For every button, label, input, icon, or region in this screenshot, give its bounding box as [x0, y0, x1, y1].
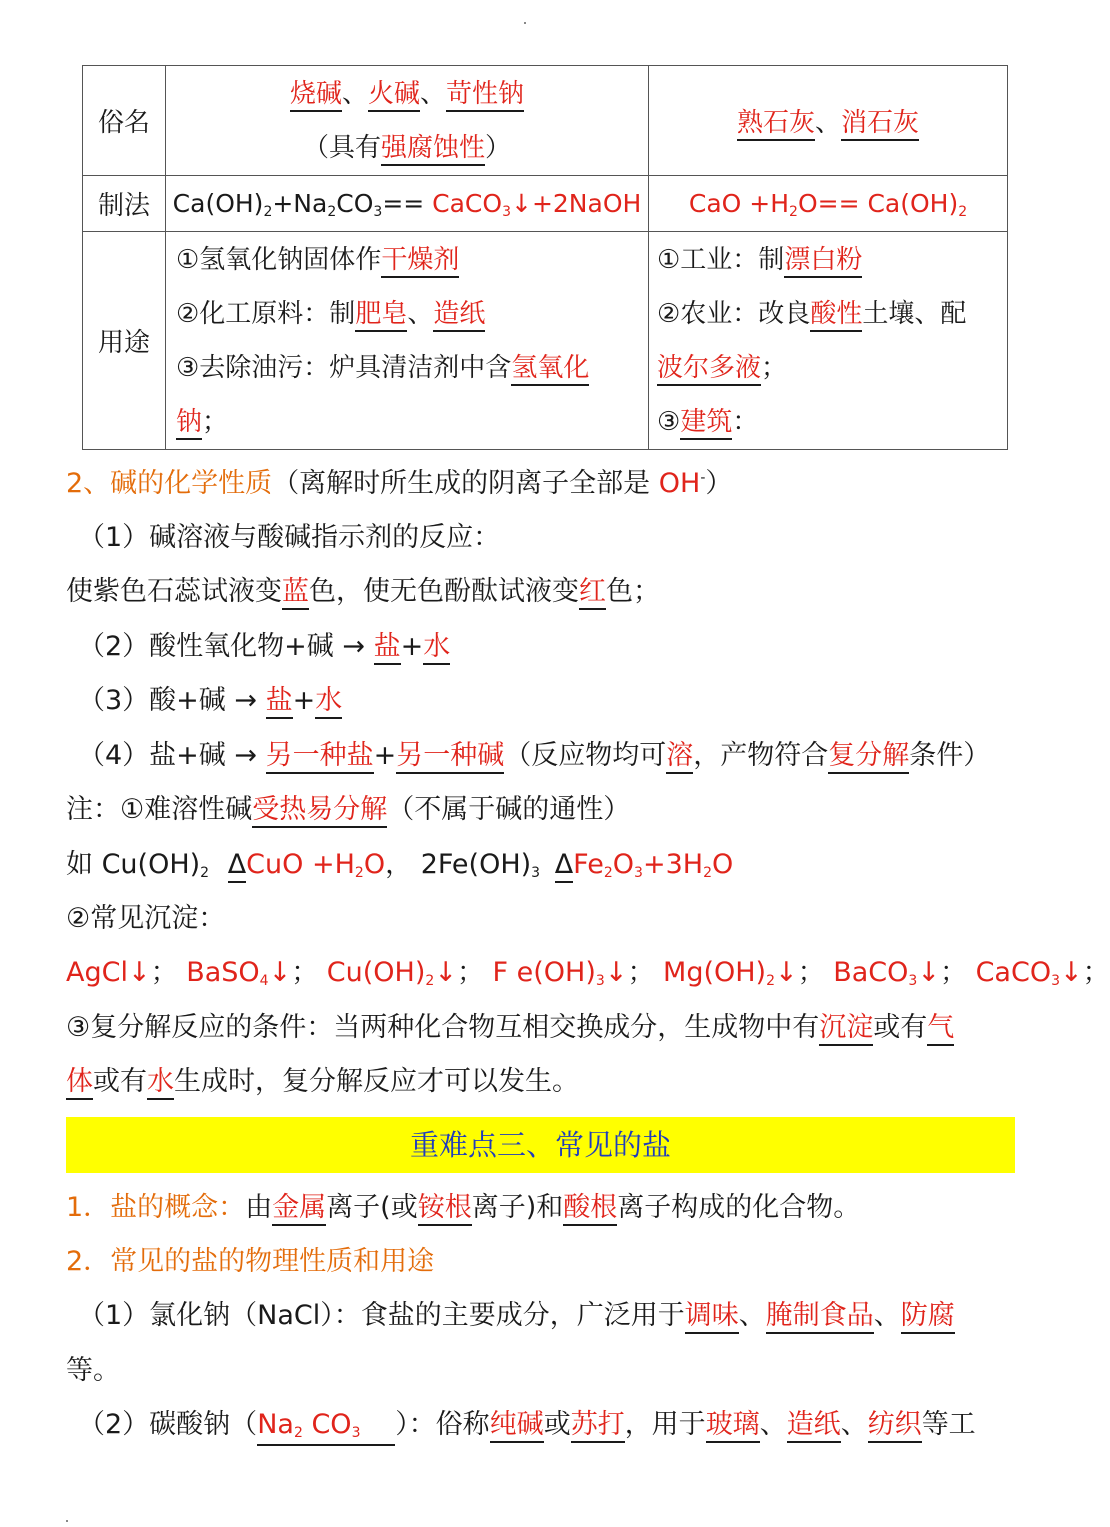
nacl-line-cont: 等。 [66, 1355, 120, 1386]
row-label-uses: 用途 [83, 232, 166, 450]
precipitates-list: AgCl↓； BaSO$_4$↓； $Cu(OH)_2↓$； F $e(OH)_3↓$； $Mg(OH)_2↓$； BaCO$_3$↓； CaCO$_3$↓； [66, 957, 1110, 989]
row-label-preparation: 制法 [83, 176, 166, 232]
bottom-dot [66, 1520, 68, 1522]
name-shaojian: 烧碱 [290, 79, 342, 112]
note-2: ②常见沉淀： [66, 903, 226, 934]
salt-concept: 1．盐的概念：由金属离子(或铵根离子)和酸根离子构成的化合物。 [66, 1190, 860, 1226]
caoh2-uses: ①工业：制漂白粉 ②农业：改良酸性土壤、配 波尔多液； ③建筑： [649, 232, 1008, 450]
salt-properties-heading: 2．常见的盐的物理性质和用途 [66, 1246, 435, 1277]
top-dot [524, 22, 526, 24]
note-3: ③复分解反应的条件：当两种化合物互相交换成分，生成物中有沉淀或有气 [66, 1010, 954, 1046]
naoh-equation: $Ca(OH)_2+Na_2CO_3==$ CaCO$_3$↓+2NaOH [166, 176, 649, 232]
row-preparation [83, 176, 1008, 232]
na2co3-line: （2）碳酸钠（$Na_2$ $CO_3$ ）：俗称纯碱或苏打，用于玻璃、造纸、纺织等工 [78, 1407, 976, 1446]
property-4: （4）盐+碱 → 另一种盐+另一种碱（反应物均可溶，产物符合复分解条件） [78, 738, 990, 774]
note-3-cont: 体或有水生成时，复分解反应才可以发生。 [66, 1064, 579, 1100]
decomposition-equations: 如 $Cu(OH)_2$ $\Delta CuO +H_2O$， $2Fe(OH)_3$ $\Delta Fe_2O_3+3H_2O$ [66, 849, 734, 881]
name-kexingna: 苛性钠 [446, 79, 524, 112]
row-uses [83, 232, 1008, 450]
property-3: （3）酸+碱 → 盐+水 [78, 683, 342, 719]
note-1: 注：①难溶性碱受热易分解（不属于碱的通性） [66, 792, 630, 828]
section-2-heading: 2、碱的化学性质（离解时所生成的阴离子全部是 OH-） [66, 468, 733, 499]
property-1-title: （1）碱溶液与酸碱指示剂的反应： [78, 522, 501, 553]
caoh2-common-names: 熟石灰、消石灰 [649, 66, 1008, 176]
strong-corrosive: 强腐蚀性 [381, 133, 485, 166]
nacl-line: （1）氯化钠（NaCl）：食盐的主要成分，广泛用于调味、腌制食品、防腐 [78, 1298, 955, 1334]
name-huojian: 火碱 [368, 79, 420, 112]
section-banner: 重难点三、常见的盐 [66, 1117, 1015, 1173]
row-common-name [83, 66, 1008, 176]
indicator-line: 使紫色石蕊试液变蓝色，使无色酚酞试液变红色； [66, 574, 660, 610]
bases-table [82, 65, 1008, 450]
naoh-common-names: 烧碱、火碱、苛性钠 （具有强腐蚀性） [166, 66, 649, 176]
row-label-common-name: 俗名 [83, 66, 166, 176]
caoh2-equation: CaO $+H_2O== Ca(OH)_2$ [649, 176, 1008, 232]
naoh-uses: ①氢氧化钠固体作干燥剂 ②化工原料：制肥皂、造纸 ③去除油污：炉具清洁剂中含氢氧化 钠； [166, 232, 649, 450]
property-2: （2）酸性氧化物+碱 → 盐+水 [78, 629, 450, 665]
